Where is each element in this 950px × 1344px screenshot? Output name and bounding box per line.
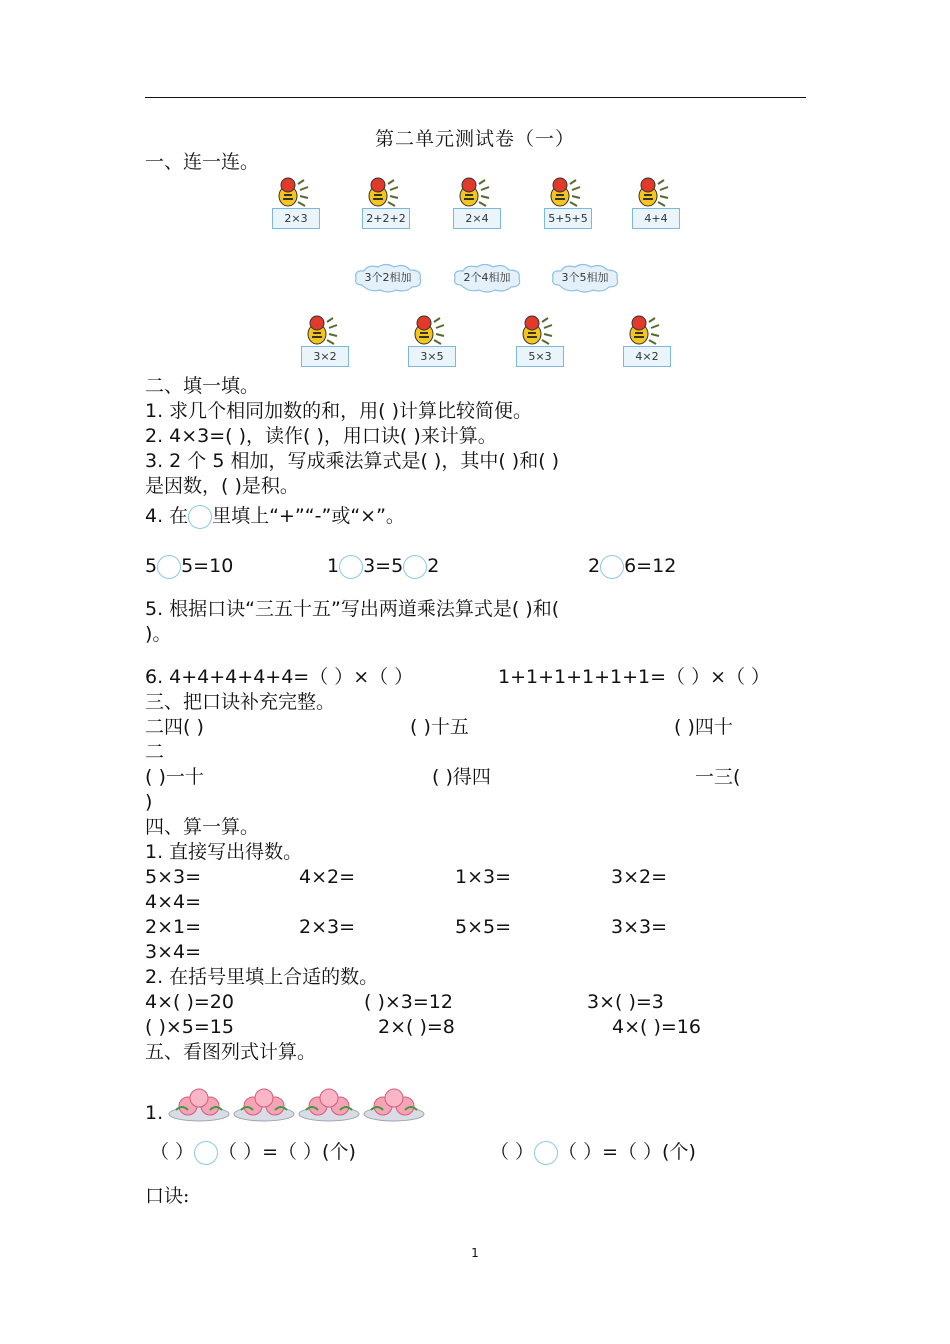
answer-circle[interactable] [157, 555, 181, 579]
bee-icon [455, 176, 497, 208]
answer-circle[interactable] [600, 555, 624, 579]
section1-heading: 一、连一连。 [145, 151, 260, 173]
section5-heading: 五、看图列式计算。 [145, 1041, 317, 1063]
question-2-3-cont: 是因数，( )是积。 [145, 475, 299, 497]
question-4-2: 2. 在括号里填上合适的数。 [145, 966, 379, 988]
operand: 1 [327, 555, 340, 577]
header-rule [145, 97, 806, 98]
calc-item: 3×4= [145, 941, 202, 963]
q4-prefix: 4. 在 [145, 505, 189, 527]
card-expression: 3×5 [408, 346, 456, 367]
bee-card[interactable] [449, 176, 503, 238]
card-expression: 2+2+2 [362, 208, 410, 229]
bee-icon [634, 176, 676, 208]
mnemonic-label: 口诀: [145, 1185, 190, 1207]
bee-card[interactable] [268, 176, 322, 238]
calc-item: 5×3= [145, 866, 202, 888]
card-expression: 4×2 [623, 346, 671, 367]
equation-rest: （ ）=（ ）(个) [558, 1141, 696, 1163]
calc-item: 2×3= [299, 916, 356, 938]
equation-rest: （ ）=（ ）(个) [218, 1141, 356, 1163]
question-2-5: 5. 根据口诀“三五十五”写出两道乘法算式是( )和( [145, 598, 560, 620]
fill-item: 4×( )=20 [145, 991, 234, 1013]
question-2-4 [145, 504, 405, 529]
question-2-6b: 1+1+1+1+1+1=（ ）×（ ） [498, 666, 771, 688]
card-expression: 4+4 [632, 208, 680, 229]
answer-circle[interactable] [194, 1141, 218, 1165]
cloud-card[interactable] [451, 263, 523, 293]
bee-card[interactable] [512, 314, 566, 376]
answer-circle[interactable] [188, 505, 212, 529]
mnemonic-blank: 一三( [695, 766, 741, 788]
calc-item: 5×5= [455, 916, 512, 938]
calc-item: 3×3= [611, 916, 668, 938]
question-2-1: 1. 求几个相同加数的和，用( )计算比较简便。 [145, 400, 533, 422]
bee-icon [364, 176, 406, 208]
bee-icon [303, 314, 345, 346]
mnemonic-blank: ( )一十 [145, 766, 204, 788]
answer-circle[interactable] [534, 1141, 558, 1165]
fill-item: 2×( )=8 [378, 1016, 455, 1038]
mnemonic-blank: ( )四十 [674, 716, 733, 738]
mnemonic-wrap: 二 [145, 741, 165, 763]
calc-item: 1×3= [455, 866, 512, 888]
peach-plate-icon [233, 1082, 295, 1122]
page-number: 1 [471, 1246, 479, 1260]
question-2-6a: 6. 4+4+4+4+4=（ ）×（ ） [145, 666, 414, 688]
section4-heading: 四、算一算。 [145, 816, 260, 838]
section2-heading: 二、填一填。 [145, 375, 260, 397]
operand: 2 [427, 555, 440, 577]
q4-suffix: 里填上“+”“-”或“×”。 [212, 505, 405, 527]
question-2-5-cont: )。 [145, 623, 172, 645]
equation-left [150, 1140, 356, 1165]
bee-icon [274, 176, 316, 208]
fill-item: 4×( )=16 [612, 1016, 701, 1038]
bee-card[interactable] [404, 314, 458, 376]
answer-circle[interactable] [403, 555, 427, 579]
operator-item [145, 554, 233, 579]
operand: 3=5 [363, 555, 404, 577]
operand: 2 [588, 555, 601, 577]
card-expression: 2×3 [272, 208, 320, 229]
bee-card[interactable] [358, 176, 412, 238]
peach-plate-icon [168, 1082, 230, 1122]
card-expression: 5+5+5 [544, 208, 592, 229]
blank: （ ） [150, 1141, 195, 1163]
equation-right [490, 1140, 696, 1165]
answer-circle[interactable] [339, 555, 363, 579]
cloud-label: 3个2相加 [364, 271, 412, 284]
cloud-card[interactable] [549, 263, 621, 293]
question-2-3: 3. 2 个 5 相加，写成乘法算式是( )，其中( )和( ) [145, 450, 560, 472]
bee-card[interactable] [297, 314, 351, 376]
question-4-1: 1. 直接写出得数。 [145, 841, 303, 863]
cloud-card[interactable] [352, 263, 424, 293]
operand: 6=12 [624, 555, 677, 577]
blank: （ ） [490, 1141, 535, 1163]
mnemonic-wrap: ) [145, 791, 153, 813]
cloud-label: 2个4相加 [463, 271, 511, 284]
card-expression: 3×2 [301, 346, 349, 367]
bee-icon [625, 314, 667, 346]
bee-card[interactable] [540, 176, 594, 238]
bee-card[interactable] [628, 176, 682, 238]
operator-item [588, 554, 676, 579]
question-5-1-label: 1. [145, 1102, 164, 1124]
peach-plate-icon [363, 1082, 425, 1122]
cloud-label: 3个5相加 [561, 271, 609, 284]
fill-item: ( )×5=15 [145, 1016, 234, 1038]
operator-item [327, 554, 439, 579]
fill-item: 3×( )=3 [587, 991, 664, 1013]
calc-item: 3×2= [611, 866, 668, 888]
mnemonic-blank: ( )十五 [410, 716, 469, 738]
fill-item: ( )×3=12 [364, 991, 453, 1013]
page-title: 第二单元测试卷（一） [374, 128, 575, 150]
card-expression: 2×4 [453, 208, 501, 229]
bee-icon [410, 314, 452, 346]
operand: 5 [145, 555, 158, 577]
bee-icon [518, 314, 560, 346]
calc-item: 2×1= [145, 916, 202, 938]
mnemonic-blank: 二四( ) [145, 716, 204, 738]
bee-card[interactable] [619, 314, 673, 376]
calc-item: 4×4= [145, 891, 202, 913]
question-2-2: 2. 4×3=( )，读作( )，用口诀( )来计算。 [145, 425, 497, 447]
bee-icon [546, 176, 588, 208]
section3-heading: 三、把口诀补充完整。 [145, 691, 336, 713]
peach-plate-icon [298, 1082, 360, 1122]
operand: 5=10 [181, 555, 234, 577]
card-expression: 5×3 [516, 346, 564, 367]
calc-item: 4×2= [299, 866, 356, 888]
mnemonic-blank: ( )得四 [432, 766, 491, 788]
